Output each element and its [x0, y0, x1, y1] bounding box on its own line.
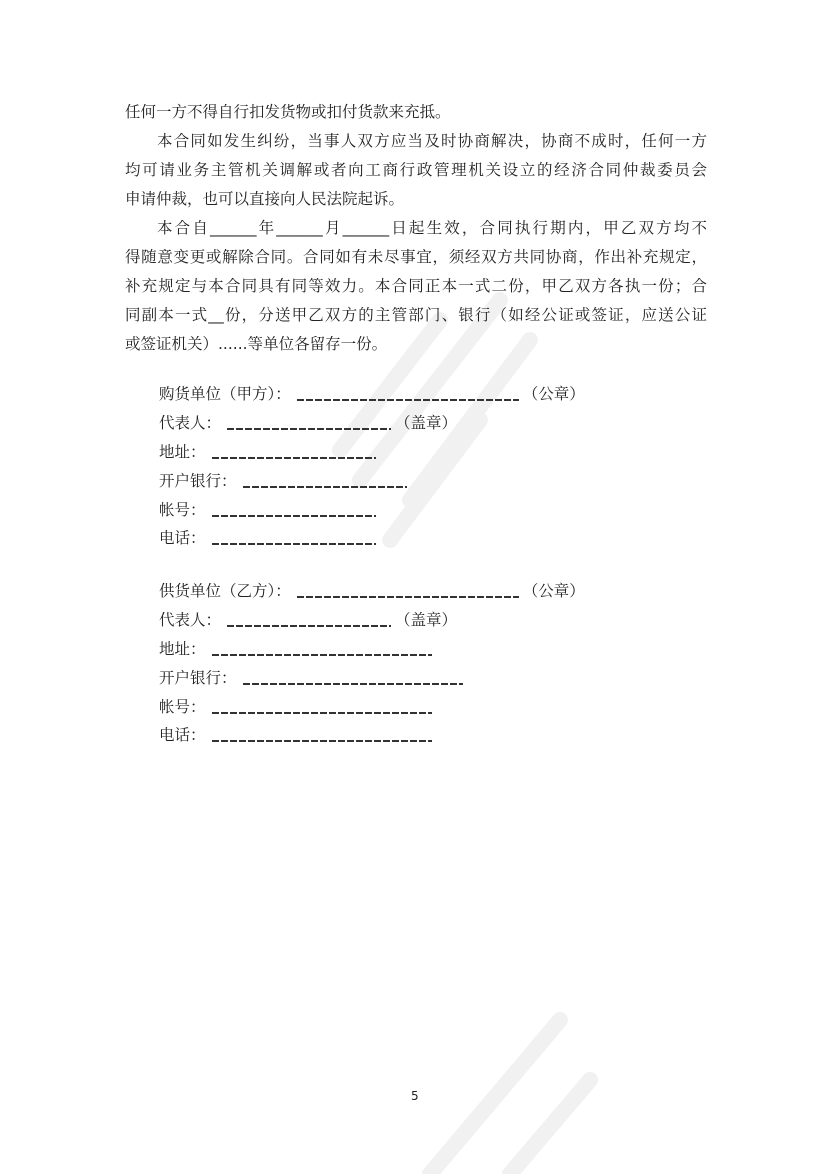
seal-label: （公章）	[522, 385, 585, 403]
buyer-address-blank[interactable]	[212, 457, 376, 459]
supplier-bank-blank[interactable]	[243, 683, 463, 685]
field-label: 地址：	[159, 640, 206, 658]
supplier-account-row	[159, 697, 436, 717]
paragraph-line: 本合自______年______月______日起生效，合同执行期内，甲乙双方均不	[157, 219, 707, 237]
buyer-account-blank[interactable]	[212, 515, 376, 517]
paragraph-line: 同副本一式__份，分送甲乙双方的主管部门、银行（如经公证或签证，应送公证	[125, 306, 707, 324]
paragraph-line: 或签证机关）......等单位各留存一份。	[125, 335, 388, 353]
seal-label: （盖章）	[395, 414, 458, 432]
buyer-rep-row	[159, 413, 457, 433]
supplier-phone-blank[interactable]	[212, 740, 432, 742]
field-label: 电话：	[159, 726, 206, 744]
field-label: 供货单位（乙方）：	[159, 582, 291, 600]
paragraph-line: 得随意变更或解除合同。合同如有未尽事宜，须经双方共同协商，作出补充规定，	[125, 248, 707, 266]
buyer-phone-blank[interactable]	[212, 543, 376, 545]
paragraph-line: 任何一方不得自行扣发货物或扣付货款来充抵。	[125, 103, 451, 121]
supplier-address-row	[159, 639, 436, 659]
supplier-rep-blank[interactable]	[227, 625, 391, 627]
supplier-unit-row	[159, 581, 585, 601]
field-label: 地址：	[159, 443, 206, 461]
field-label: 开户银行：	[159, 472, 237, 490]
buyer-address-row	[159, 442, 380, 462]
buyer-rep-blank[interactable]	[227, 428, 391, 430]
buyer-unit-row	[159, 384, 585, 404]
field-label: 开户银行：	[159, 669, 237, 687]
supplier-account-blank[interactable]	[212, 712, 432, 714]
field-label: 帐号：	[159, 698, 206, 716]
paragraph-line: 均可请业务主管机关调解或者向工商行政管理机关设立的经济合同仲裁委员会	[125, 161, 707, 179]
seal-label: （盖章）	[395, 611, 458, 629]
paragraph-line: 申请仲裁，也可以直接向人民法院起诉。	[125, 190, 405, 208]
buyer-account-row	[159, 500, 380, 520]
paragraph-line: 补充规定与本合同具有同等效力。本合同正本一式二份，甲乙双方各执一份；合	[125, 277, 707, 295]
field-label: 代表人：	[159, 611, 222, 629]
buyer-bank-blank[interactable]	[243, 486, 407, 488]
supplier-phone-row	[159, 725, 436, 745]
supplier-rep-row	[159, 610, 457, 630]
buyer-unit-blank[interactable]	[297, 399, 519, 401]
page-number: 5	[411, 1089, 419, 1103]
seal-label: （公章）	[522, 582, 585, 600]
watermark	[360, 1000, 600, 1174]
supplier-bank-row	[159, 668, 467, 688]
buyer-bank-row	[159, 471, 411, 491]
supplier-address-blank[interactable]	[212, 654, 432, 656]
buyer-phone-row	[159, 528, 380, 548]
paragraph-line: 本合同如发生纠纷，当事人双方应当及时协商解决，协商不成时，任何一方	[157, 132, 707, 150]
field-label: 帐号：	[159, 501, 206, 519]
field-label: 电话：	[159, 529, 206, 547]
supplier-unit-blank[interactable]	[297, 596, 519, 598]
field-label: 代表人：	[159, 414, 222, 432]
field-label: 购货单位（甲方）：	[159, 385, 291, 403]
